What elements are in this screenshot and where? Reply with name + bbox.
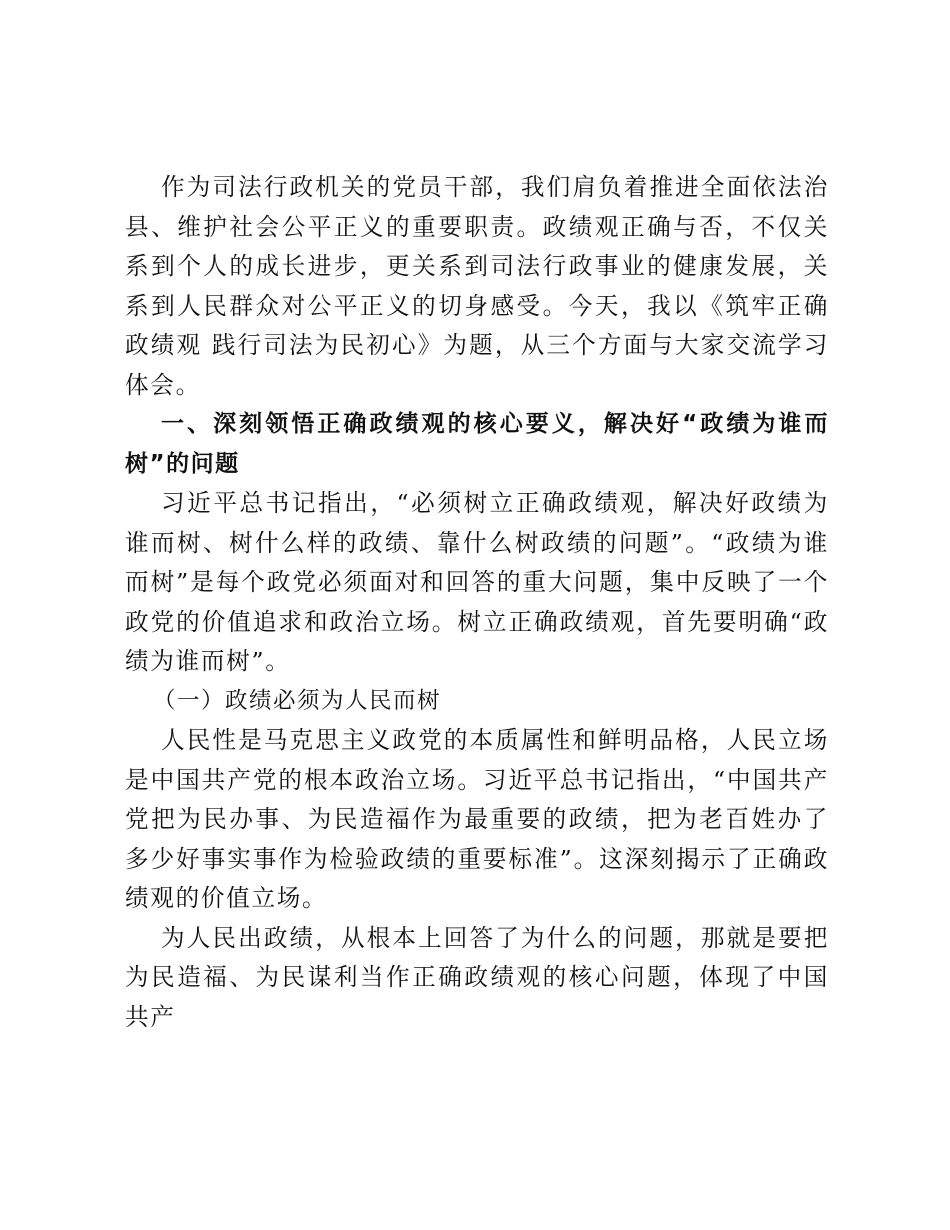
document-body (125, 168, 829, 1037)
subsection-heading-1: （一）政绩必须为人民而树 (153, 687, 442, 714)
intro-paragraph: 作为司法行政机关的党员干部，我们肩负着推进全面依法治县、维护社会公平正义的重要职责。政绩观正确与否，不仅关系到个人的成长进步，更关系到司法行政事业的健康发展，关系到人民群众对公平正义的切身感受。今天，我以《筑牢正确政绩观 践行司法为民初心》为题，从三个方面与大家交流学习体会。 (125, 173, 829, 399)
body-paragraph: 为人民出政绩，从根本上回答了为什么的问题，那就是要把为民造福、为民谋利当作正确政绩观的核心问题，体现了中国共产 (125, 923, 829, 1031)
body-paragraph: 人民性是马克思主义政党的本质属性和鲜明品格，人民立场是中国共产党的根本政治立场。习近平总书记指出，“中国共产党把为民办事、为民造福作为最重要的政绩，把为老百姓办了多少好事实事作为检验政绩的重要标准”。这深刻揭示了正确政绩观的价值立场。 (125, 726, 829, 912)
body-paragraph: 习近平总书记指出，“必须树立正确政绩观，解决好政绩为谁而树、树什么样的政绩、靠什么树政绩的问题”。“政绩为谁而树”是每个政党必须面对和回答的重大问题，集中反映了一个政党的价值追求和政治立场。树立正确政绩观，首先要明确“政绩为谁而树”。 (125, 489, 829, 675)
section-heading-1: 一、深刻领悟正确政绩观的核心要义，解决好“政绩为谁而树”的问题 (125, 411, 829, 477)
